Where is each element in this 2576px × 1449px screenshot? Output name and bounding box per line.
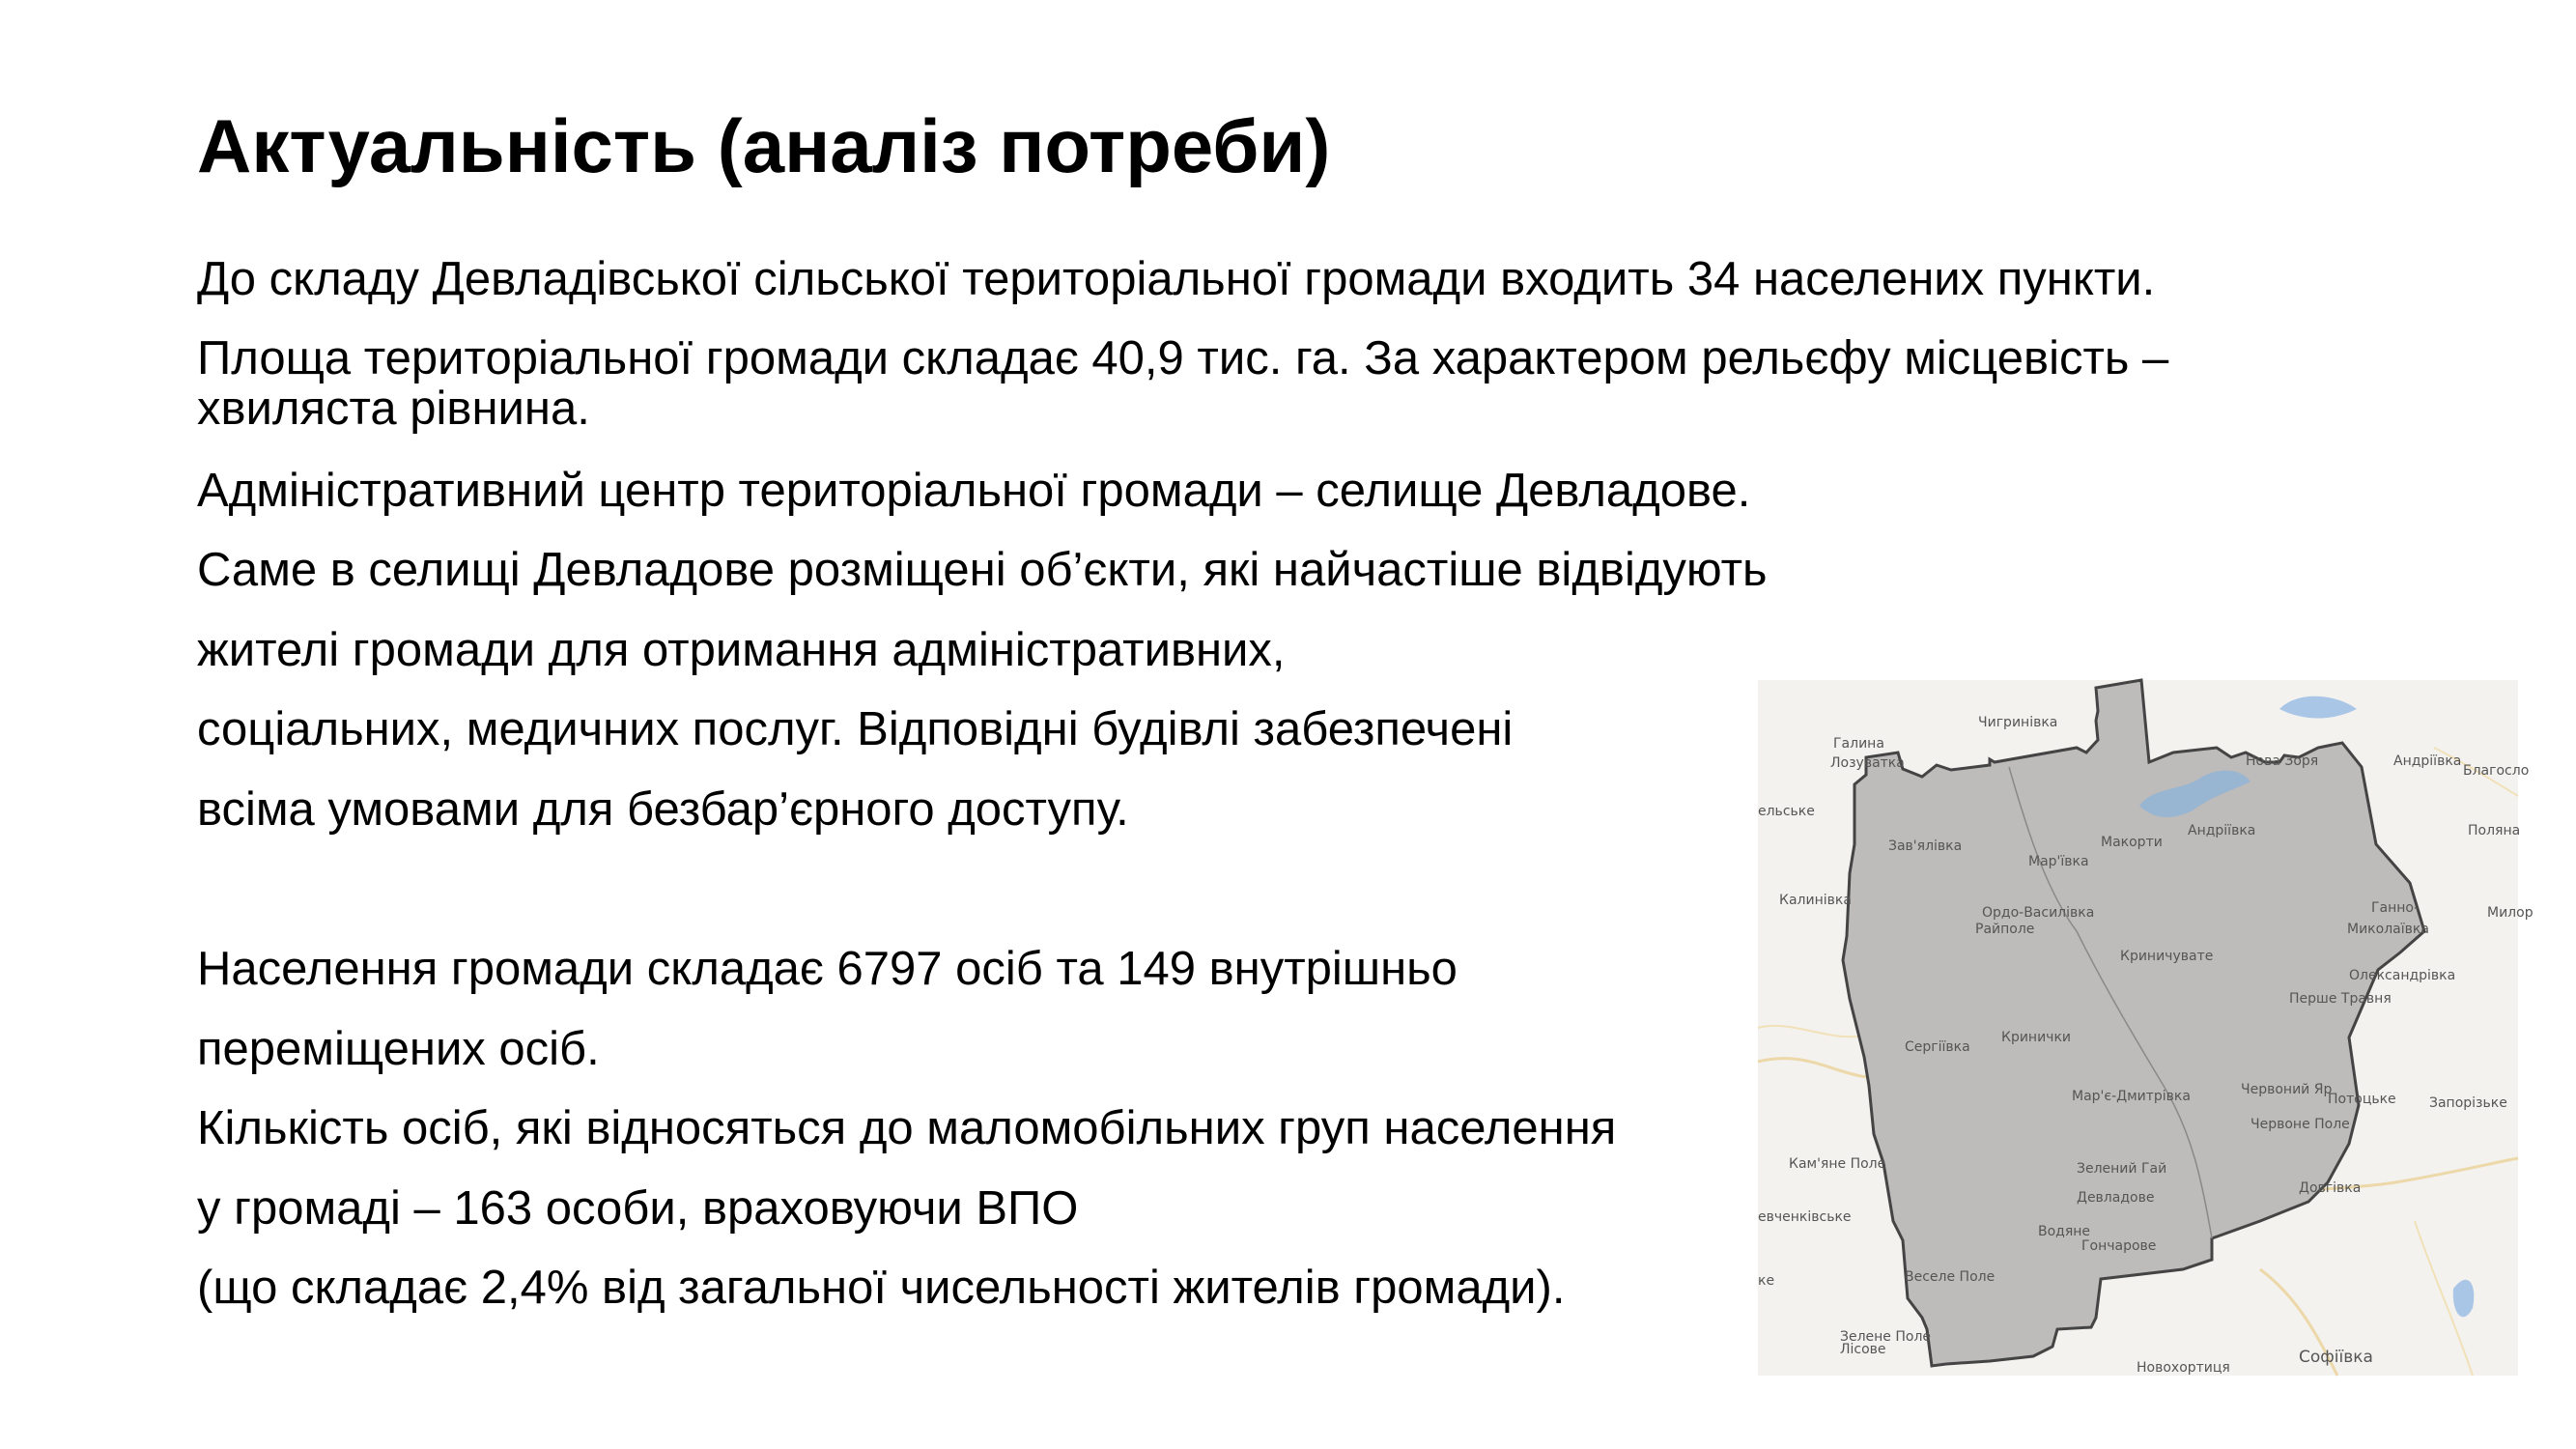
map-label: Нова Зоря xyxy=(2246,753,2319,769)
map-label: Криничувате xyxy=(2120,949,2214,964)
map-label: Андріївка xyxy=(2188,823,2256,838)
paragraph-objects-line4: всіма умовами для безбар’єрного доступу. xyxy=(197,783,1129,836)
paragraph-admin-center: Адміністративний центр територіальної громади – селище Девладове. xyxy=(197,465,1751,517)
map-label: Водяне xyxy=(2038,1224,2091,1239)
map-label: Мар'є-Дмитрівка xyxy=(2072,1089,2191,1104)
map-label: Галина xyxy=(1833,736,1884,752)
community-map-svg xyxy=(1758,680,2534,1376)
map-label: Мар'ївка xyxy=(2028,854,2089,869)
map-label: Зелений Гай xyxy=(2077,1161,2167,1177)
map-label: Кам'яне Поле xyxy=(1789,1156,1886,1172)
slide-title: Актуальність (аналіз потреби) xyxy=(197,103,1331,188)
paragraph-objects-line3: соціальних, медичних послуг. Відповідні будівлі забезпечені xyxy=(197,703,1514,755)
paragraph-population-line1: Населення громади складає 6797 осіб та 149 внутрішньо xyxy=(197,943,1458,995)
paragraph-objects-line1: Саме в селищі Девладове розміщені об’єкти, які найчастіше відвідують xyxy=(197,544,1768,596)
map-label: Ганно- xyxy=(2371,900,2420,916)
map-label: Запорізьке xyxy=(2429,1095,2507,1111)
map-label: Сергіївка xyxy=(1905,1039,1970,1055)
paragraph-lowmobility-line3: (що складає 2,4% від загальної чисельності жителів громади). xyxy=(197,1262,1566,1314)
map-label: Червоне Поле xyxy=(2250,1117,2350,1132)
map-label: Червоний Яр xyxy=(2241,1082,2333,1097)
paragraph-lowmobility-line1: Кількість осіб, які відносяться до маломобільних груп населення xyxy=(197,1102,1617,1154)
map-label: Гончарове xyxy=(2081,1238,2157,1254)
paragraph-lowmobility-line2: у громаді – 163 особи, враховуючи ВПО xyxy=(197,1182,1079,1235)
community-territory xyxy=(1843,680,2424,1366)
map-label: Лозуватка xyxy=(1830,755,1905,771)
map-label: Новохортиця xyxy=(2137,1360,2230,1376)
map-label: Миколаївка xyxy=(2347,922,2429,937)
map-label: Зелене Поле xyxy=(1840,1329,1932,1345)
paragraph-area-line2: хвиляста рівнина. xyxy=(197,383,590,435)
paragraph-population-line2: переміщених осіб. xyxy=(197,1023,600,1075)
map-label: Благосло xyxy=(2463,763,2530,779)
map-label: Довгівка xyxy=(2299,1180,2362,1196)
map-label: Макорти xyxy=(2101,835,2163,850)
map-label: Веселе Поле xyxy=(1905,1269,1996,1285)
map-label: Софіївка xyxy=(2299,1348,2373,1367)
map-label: ке xyxy=(1758,1273,1775,1289)
map-label: Милор xyxy=(2487,905,2534,921)
paragraph-area-line1: Площа територіальної громади складає 40,9 тис. га. За характером рельєфу місцевість – xyxy=(197,332,2169,384)
map-label: Чигринівка xyxy=(1978,715,2058,730)
map-label: Андріївка xyxy=(2393,753,2462,769)
paragraph-settlements: До складу Девладівської сільської територіальної громади входить 34 населених пункти. xyxy=(197,253,2156,305)
map-label: Потоцьке xyxy=(2328,1092,2396,1107)
map-label: Ордо-Василівка xyxy=(1982,905,2095,921)
map-label: Девладове xyxy=(2077,1190,2155,1206)
map-label: Поляна xyxy=(2468,823,2521,838)
map-label: Зав'ялівка xyxy=(1888,838,1963,854)
map-label: Лісове xyxy=(1840,1342,1886,1357)
map-label: Райполе xyxy=(1975,922,2035,937)
map-label: Калинівка xyxy=(1779,893,1852,908)
map-label: Олександрівка xyxy=(2349,968,2456,983)
map-label: Кринички xyxy=(2001,1030,2072,1045)
map-label: евченківське xyxy=(1758,1209,1852,1225)
community-map xyxy=(1758,680,2534,1376)
map-label: Перше Травня xyxy=(2289,991,2392,1007)
map-label: ельське xyxy=(1758,804,1815,819)
paragraph-objects-line2: жителі громади для отримання адміністративних, xyxy=(197,624,1286,676)
